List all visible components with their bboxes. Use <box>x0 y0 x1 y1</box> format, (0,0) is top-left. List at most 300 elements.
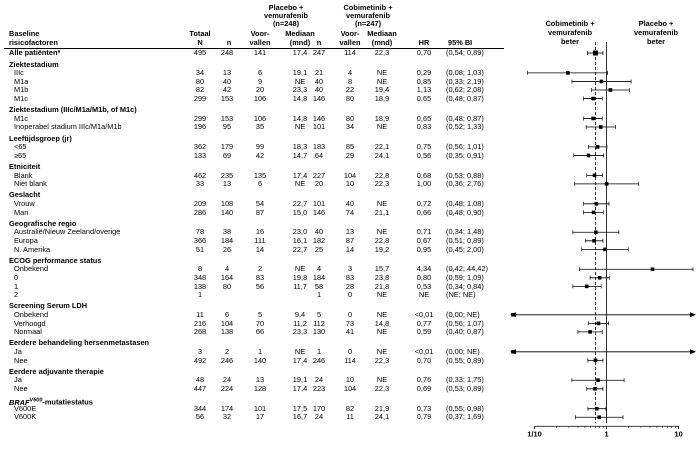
cell-p-n: 80 <box>222 281 232 291</box>
cell-p-med: 23,0 <box>292 227 308 237</box>
row-label: Man <box>14 207 29 217</box>
cell-p-med: 9,4 <box>294 310 306 319</box>
cell-p-med: NE <box>294 122 306 132</box>
cell-total: 1 <box>197 290 203 300</box>
section-header: Screening Serum LDH <box>9 301 88 311</box>
cell-p-n: 26 <box>222 244 232 254</box>
cell-ci: (0,00; NE) <box>446 347 480 356</box>
cell-p-med: NE <box>294 347 306 356</box>
arm-right-line3: beter <box>646 37 666 46</box>
cell-c-n: 227 <box>312 170 326 180</box>
cell-hr-text: 4,34 <box>416 264 432 274</box>
section-header: Geografische regio <box>9 218 77 228</box>
cell-hr-text: <0,01 <box>414 310 434 319</box>
cell-p-med: 16,1 <box>292 236 308 245</box>
cell-p-ev: 87 <box>255 207 265 217</box>
overall-row-label: Alle patiënten* <box>9 48 61 58</box>
cell-p-med: 19,8 <box>292 273 308 282</box>
cell-c-ev: 85 <box>345 142 355 152</box>
cell-p-ev: 9 <box>257 76 263 86</box>
cell-p-ev: 111 <box>254 236 266 245</box>
cell-ci: (NE; NE) <box>446 290 476 300</box>
arm-left-line2: vemurafenib <box>548 28 592 37</box>
cell-hr-text: 1,13 <box>416 85 432 95</box>
cell-p-med: 17,5 <box>292 403 308 413</box>
cell-c-med: NE <box>376 290 388 300</box>
cell-total: 447 <box>193 384 207 393</box>
ci-arrow-right <box>690 349 696 354</box>
arm-left-line1: Cobimetinib + <box>545 19 595 28</box>
ci-arrow-right <box>690 312 696 317</box>
cell-p-ev: 140 <box>253 355 267 365</box>
cell-c-ev: 87 <box>345 236 355 245</box>
section-header: Eerdere adjuvante therapie <box>9 366 104 376</box>
cell-c-ev: 28 <box>345 281 355 291</box>
cell-p-med: 15,0 <box>292 207 308 217</box>
cell-ci: (0,54; 0,89) <box>446 48 484 58</box>
cell-c-med: NE <box>376 227 388 237</box>
cell-hr-text: 0,69 <box>416 384 432 393</box>
cell-p-n: 24 <box>222 375 232 385</box>
cell-c-ev: 41 <box>345 327 355 337</box>
cell-total: 8 <box>197 264 203 274</box>
cell-total: 80 <box>195 76 205 86</box>
cell-p-n: 235 <box>220 170 234 180</box>
hr-point <box>592 211 596 215</box>
cell-hr-text: 0,77 <box>416 318 432 328</box>
cell-total: 196 <box>193 122 207 132</box>
hr-point <box>596 378 600 382</box>
header-placebo-events2: vallen <box>249 38 271 47</box>
cell-total: 348 <box>193 273 207 282</box>
cell-total: 33 <box>195 179 205 189</box>
cell-total: 138 <box>193 281 207 291</box>
cell-c-n: 130 <box>312 327 326 337</box>
cell-p-med: 14,7 <box>292 150 308 160</box>
hr-point <box>566 71 570 75</box>
hr-point <box>591 117 595 121</box>
cell-c-ev: 74 <box>345 207 355 217</box>
cell-c-n: 183 <box>312 142 326 152</box>
section-header: Eerdere behandeling hersenmetastasen <box>9 338 150 348</box>
cell-total: 82 <box>195 85 205 95</box>
cell-total: 362 <box>193 142 207 152</box>
cell-total: 366 <box>193 236 207 245</box>
cell-p-med: 17,4 <box>292 384 308 393</box>
cell-hr-text: 0,29 <box>416 68 432 78</box>
cell-p-med: 19,1 <box>292 68 308 78</box>
cell-c-n: 21 <box>314 68 324 78</box>
row-label: Nee <box>14 384 28 393</box>
cell-p-med: 18,3 <box>292 142 308 152</box>
header-placebo-median2: (mnd) <box>289 38 311 47</box>
cell-ci: (0,36; 2,76) <box>446 179 484 189</box>
cell-p-ev: 6 <box>257 68 263 78</box>
cell-c-med: 19,4 <box>374 85 390 95</box>
row-label: Inoperabel stadium IIIc/M1a/M1b <box>14 122 122 132</box>
cell-p-ev: 5 <box>257 310 263 319</box>
cell-hr-text: 0,79 <box>416 412 432 422</box>
cell-c-ev: 0 <box>347 310 353 319</box>
cell-p-n: 140 <box>220 207 234 217</box>
cell-total: 133 <box>193 150 207 160</box>
cell-c-ev: 8 <box>347 76 353 86</box>
hr-point <box>585 285 589 289</box>
hr-point <box>588 330 592 334</box>
cell-total: 299 <box>193 93 207 103</box>
cell-p-n: 38 <box>222 227 232 237</box>
cell-c-ev: 14 <box>345 244 355 254</box>
row-label: Onbekend <box>14 310 49 319</box>
cell-p-n: 153 <box>220 113 234 123</box>
cell-p-n: 153 <box>220 93 234 103</box>
arm-right-line1: Placebo + <box>638 19 674 28</box>
cell-c-ev: 4 <box>347 68 353 78</box>
cell-hr-text: 0,72 <box>416 199 432 208</box>
header-cobi-line3: (n=247) <box>354 19 382 28</box>
cell-c-n: 101 <box>312 122 326 132</box>
cell-total: 51 <box>195 244 205 254</box>
header-risk-factors: risicofactoren <box>9 38 58 47</box>
cell-c-n: 146 <box>312 113 326 123</box>
cell-ci: (0,62; 2,08) <box>446 85 484 95</box>
cell-ci: (0,35; 0,91) <box>446 150 484 160</box>
cell-p-med: NE <box>294 76 306 86</box>
cell-total: 11 <box>196 310 204 319</box>
cell-p-ev: 66 <box>255 327 265 337</box>
cell-p-n: 13 <box>222 179 232 189</box>
hr-point <box>511 350 515 354</box>
cell-p-ev: 2 <box>257 264 263 274</box>
cell-p-med: 16,7 <box>292 412 308 422</box>
cell-p-med: 14,8 <box>292 113 308 123</box>
cell-c-n: 24 <box>314 375 324 385</box>
cell-c-med: NE <box>376 347 388 356</box>
cell-c-n: 1 <box>316 290 322 300</box>
section-header: Etniciteit <box>9 162 41 171</box>
cell-hr-text: 0,68 <box>416 170 432 180</box>
cell-p-med: 19,1 <box>292 375 308 385</box>
cell-ci: (0,48; 1,08) <box>446 199 484 208</box>
cell-p-n: 246 <box>220 355 234 365</box>
cell-c-med: NE <box>376 327 388 337</box>
cell-hr-text: 0,65 <box>416 113 432 123</box>
cell-p-med: 17,4 <box>292 48 308 58</box>
cell-hr-text: 0,73 <box>416 403 432 413</box>
row-label: M1c <box>14 93 28 103</box>
cell-total: 3 <box>197 347 203 356</box>
cell-p-med: NE <box>294 264 306 274</box>
cell-p-ev: 35 <box>255 122 265 132</box>
row-label: V600E <box>14 403 37 413</box>
cell-p-ev: 20 <box>255 85 265 95</box>
cell-c-med: 14,8 <box>374 318 390 328</box>
cell-c-ev: 114 <box>344 355 356 365</box>
cell-c-n: 20 <box>314 179 324 189</box>
cell-c-ev: 0 <box>347 347 353 356</box>
cell-hr-text: 0,59 <box>416 327 432 337</box>
cell-c-med: 24,1 <box>374 150 390 160</box>
hr-point <box>587 154 591 158</box>
cell-c-med: 22,3 <box>374 355 390 365</box>
cell-c-ev: 22 <box>345 85 355 95</box>
hr-point <box>609 88 613 92</box>
arm-right-line2: vemurafenib <box>634 28 678 37</box>
cell-p-ev: 99 <box>255 142 265 152</box>
cell-p-n: 104 <box>220 318 234 328</box>
cell-c-ev: 13 <box>345 227 355 237</box>
cell-hr-text: 0,53 <box>416 281 432 291</box>
cell-ci: (0,45; 2,00) <box>446 244 484 254</box>
cell-p-n: 95 <box>222 122 232 132</box>
header-cobi-events2: vallen <box>339 38 361 47</box>
cell-ci: (0,55; 0,89) <box>446 355 484 365</box>
row-label: M1c <box>14 113 28 123</box>
cell-ci: (0,33; 1,75) <box>446 375 484 385</box>
cell-c-med: 24,1 <box>374 412 390 422</box>
header-cobi-line2: vemurafenib <box>346 11 390 20</box>
cell-total: 344 <box>193 403 207 413</box>
section-header: ECOG performance status <box>9 255 102 265</box>
cell-p-ev: 17 <box>255 412 265 422</box>
cell-p-med: 22,7 <box>292 199 308 208</box>
cell-p-n: 69 <box>222 150 232 160</box>
section-header: Leeftijdsgroep (jr) <box>9 133 72 143</box>
hr-point <box>597 415 601 419</box>
hr-point <box>591 97 595 101</box>
header-placebo-line1: Placebo + <box>268 3 304 12</box>
cell-p-ev: 54 <box>255 199 265 208</box>
cell-c-med: NE <box>376 375 388 385</box>
cell-total: 34 <box>195 68 205 78</box>
cell-c-ev: 10 <box>345 375 355 385</box>
cell-ci: (0,37; 1,69) <box>446 412 484 422</box>
cell-p-n: 40 <box>222 76 232 86</box>
cell-c-ev: 82 <box>345 403 355 413</box>
cell-ci: (0,53; 0,88) <box>446 170 484 180</box>
cell-ci: (0,34; 1,48) <box>446 227 484 237</box>
cell-c-med: 22,3 <box>374 48 390 58</box>
cell-p-med: 11,2 <box>293 318 307 328</box>
cell-hr-text: 0,71 <box>416 227 432 237</box>
row-label: Verhoogd <box>14 318 46 328</box>
cell-ci: (0,48; 0,90) <box>446 207 484 217</box>
cell-hr-text: 0,76 <box>416 375 432 385</box>
header-cobi-events1: Voor- <box>340 29 360 38</box>
cell-total: 299 <box>193 113 207 123</box>
hr-point <box>599 125 603 129</box>
row-label: M1b <box>14 85 29 95</box>
cell-p-ev: 101 <box>253 403 267 413</box>
cell-c-ev: 80 <box>345 113 355 123</box>
cell-p-ev: 13 <box>255 375 265 385</box>
cell-p-ev: 106 <box>253 93 267 103</box>
cell-hr-text: 0,67 <box>416 236 432 245</box>
cell-c-ev: 0 <box>347 290 353 300</box>
x-tick-label: 1/10 <box>527 429 542 439</box>
row-label: ≥65 <box>14 150 27 160</box>
cell-p-n: 6 <box>224 310 230 319</box>
cell-p-n: 174 <box>220 403 234 413</box>
cell-total: 268 <box>193 327 207 337</box>
cell-total: 462 <box>193 170 207 180</box>
cell-total: 216 <box>193 318 207 328</box>
cell-ci: (0,48; 0,87) <box>446 93 484 103</box>
cell-ci: (0,56; 1,01) <box>446 142 484 152</box>
cell-total: 48 <box>195 375 205 385</box>
cell-total: 286 <box>193 207 207 217</box>
cell-c-med: 22,1 <box>374 142 390 152</box>
cell-c-n: 25 <box>314 244 324 254</box>
cell-c-ev: 114 <box>344 48 356 58</box>
cell-hr-text: 0,85 <box>416 76 432 86</box>
hr-point <box>598 276 602 280</box>
hr-point <box>597 322 601 326</box>
cell-p-ev: 135 <box>253 170 267 180</box>
cell-p-med: 22,7 <box>292 244 308 254</box>
cell-hr-text: 0,70 <box>416 355 432 365</box>
cell-p-ev: 16 <box>255 227 265 237</box>
header-placebo-line2: vemurafenib <box>264 11 308 20</box>
row-label: Vrouw <box>14 199 35 208</box>
cell-p-n: 224 <box>220 384 234 393</box>
x-tick-label: 1 <box>604 429 609 439</box>
cell-c-n: 40 <box>314 76 324 86</box>
cell-c-med: NE <box>376 310 388 319</box>
cell-ci: (0,34; 0,84) <box>446 281 484 291</box>
cell-c-n: 1 <box>316 347 322 356</box>
cell-c-n: 4 <box>316 264 322 274</box>
cell-p-n: 42 <box>222 85 232 95</box>
cell-ci: (0,40; 0,87) <box>446 327 484 337</box>
cell-c-med: 19,2 <box>374 244 390 254</box>
cell-total: 492 <box>193 355 207 365</box>
cell-ci: (0,53; 0,89) <box>446 384 484 393</box>
cell-c-ev: 11 <box>346 412 354 422</box>
header-placebo-events1: Voor- <box>250 29 270 38</box>
header-placebo-line3: (n=248) <box>272 19 300 28</box>
cell-ci: (0,42; 44,42) <box>446 264 488 274</box>
cell-c-n: 101 <box>312 199 326 208</box>
cell-hr-text: <0,01 <box>414 347 434 356</box>
cell-p-ev: 6 <box>257 179 263 189</box>
row-label: Ja <box>14 347 22 356</box>
row-label: Australië/Nieuw Zeeland/overige <box>14 227 121 237</box>
cell-c-n: 182 <box>312 236 326 245</box>
cell-p-ev: 128 <box>253 384 267 393</box>
cell-c-n: 5 <box>316 310 322 319</box>
cell-p-med: 17,4 <box>292 355 308 365</box>
cell-hr-text: 0,80 <box>416 273 432 282</box>
cell-p-n: 13 <box>222 68 232 78</box>
cell-c-med: 18,9 <box>374 93 390 103</box>
cell-c-n: 58 <box>314 281 324 291</box>
section-header: $BRAF^{V600}$-mutatiestatus <box>9 397 93 407</box>
cell-c-med: NE <box>376 76 388 86</box>
header-hr: HR <box>418 38 430 47</box>
cell-total: 209 <box>193 199 207 208</box>
hr-point <box>596 145 600 149</box>
cell-p-n: 138 <box>220 327 234 337</box>
header-total-n: N <box>197 38 203 47</box>
cell-c-med: 21,9 <box>374 403 390 413</box>
header-cobi-median2: (mnd) <box>371 38 393 47</box>
cell-c-ev: 83 <box>345 273 355 282</box>
cell-p-n: 248 <box>220 48 234 58</box>
cell-p-ev: 1 <box>257 347 263 356</box>
cell-c-med: 22,8 <box>374 236 390 245</box>
row-label: V600K <box>14 412 37 422</box>
arm-left-line3: beter <box>560 37 580 46</box>
cell-c-n: 64 <box>314 150 324 160</box>
row-label: Onbekend <box>14 264 49 274</box>
cell-c-ev: 80 <box>345 93 355 103</box>
cell-p-ev: 56 <box>255 281 265 291</box>
cell-c-n: 223 <box>312 384 326 393</box>
cell-p-med: NE <box>294 179 306 189</box>
row-label: Nee <box>14 355 28 365</box>
cell-ci: (0,59; 1,09) <box>446 273 484 282</box>
header-ci: 95% BI <box>448 38 473 47</box>
cell-p-n: 179 <box>220 142 234 152</box>
cell-c-n: 24 <box>314 412 324 422</box>
cell-ci: (0,55; 0,98) <box>446 403 484 413</box>
row-label: Niet blank <box>14 179 47 189</box>
cell-hr-text: NE <box>418 290 430 300</box>
cell-c-med: 18,9 <box>374 113 390 123</box>
header-cobi-n: n <box>316 38 322 47</box>
cell-ci: (0,00; NE) <box>446 310 480 319</box>
row-label: 0 <box>14 273 19 282</box>
cell-p-med: 11,7 <box>293 281 307 291</box>
header-baseline: Baseline <box>9 29 40 38</box>
cell-hr-text: 0,70 <box>416 48 432 58</box>
row-label: Blank <box>14 170 33 180</box>
cell-c-med: 22,3 <box>374 179 390 189</box>
cell-total: 78 <box>195 227 205 237</box>
header-placebo-n: n <box>226 38 232 47</box>
cell-hr-text: 0,56 <box>416 150 432 160</box>
cell-c-n: 247 <box>312 48 326 58</box>
cell-p-n: 32 <box>222 412 232 422</box>
x-tick-label: 10 <box>674 429 683 439</box>
cell-hr-text: 0,83 <box>416 122 432 132</box>
cell-hr-text: 0,66 <box>416 207 432 217</box>
cell-c-n: 146 <box>312 207 326 217</box>
header-placebo-median1: Mediaan <box>285 29 315 38</box>
hr-point <box>651 267 655 271</box>
hr-point <box>600 80 604 84</box>
cell-c-ev: 34 <box>345 122 355 132</box>
cell-c-med: 21,1 <box>374 207 390 217</box>
section-header: Ziektestadium <box>9 59 59 69</box>
cell-c-ev: 104 <box>343 170 357 180</box>
cell-p-n: 184 <box>220 236 234 245</box>
cell-c-ev: 104 <box>343 384 357 393</box>
row-label: Europa <box>14 236 38 245</box>
row-label: N. Amerika <box>14 244 51 254</box>
cell-c-ev: 10 <box>345 179 355 189</box>
cell-c-n: 40 <box>314 227 324 237</box>
section-header: Ziektestadium (IIIc/M1a/M1b, of M1c) <box>9 105 137 115</box>
row-label: 2 <box>14 290 19 300</box>
cell-c-ev: 29 <box>345 150 355 160</box>
cell-p-med: 17,4 <box>292 170 308 180</box>
cell-p-ev: 70 <box>255 318 265 328</box>
cell-c-med: 15,7 <box>374 264 390 274</box>
cell-c-n: 146 <box>312 93 326 103</box>
hr-point <box>593 387 597 391</box>
